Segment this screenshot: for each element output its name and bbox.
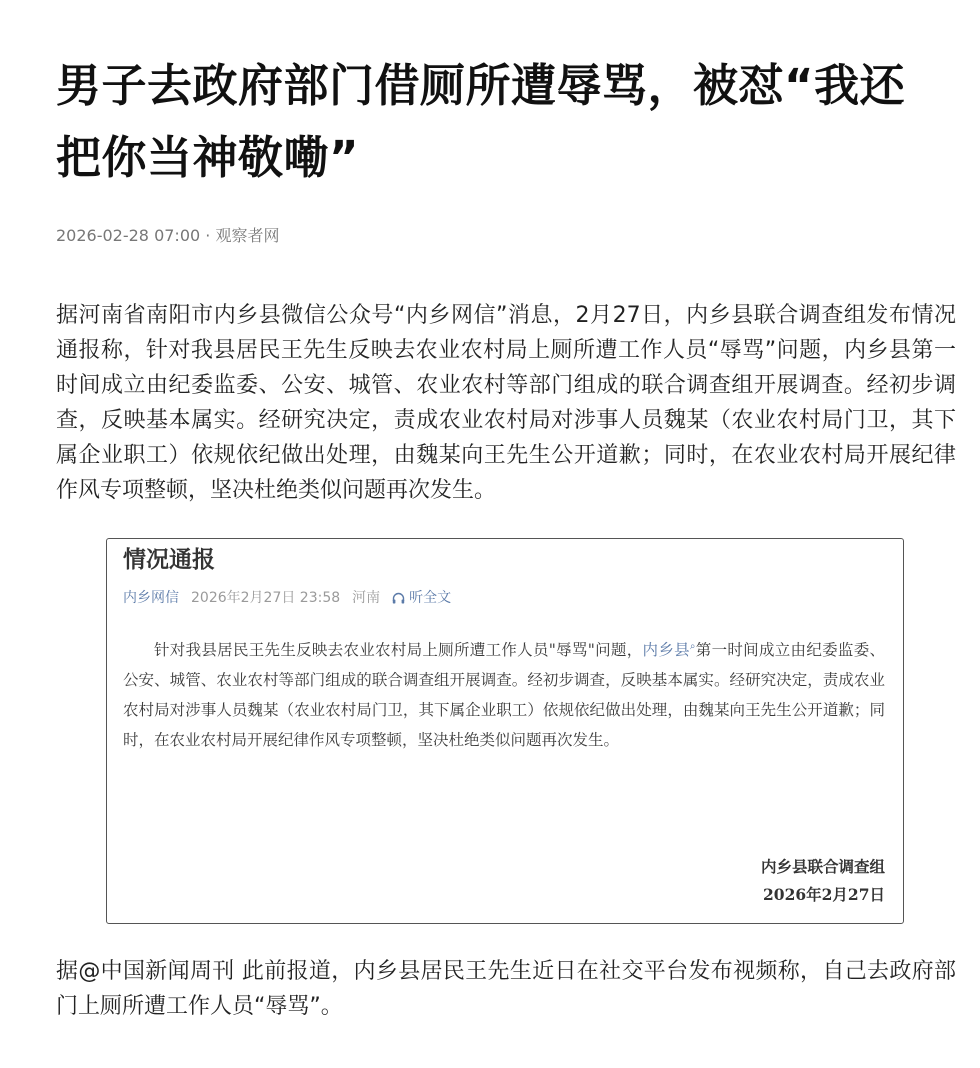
notice-signer: 内乡县联合调查组: [760, 857, 885, 876]
notice-body: [123, 635, 885, 755]
listen-label: 听全文: [409, 590, 452, 606]
notice-body-part-2: 第一时间成立由纪委监委、公安、城管、农业农村等部门组成的联合调查组开展调查。经初步调查，反映基本属实。经研究决定，责成农业农村局对涉事人员魏某（农业农村局门卫，其下属企业职工）依规依纪做出处理，由魏某向王先生公开道歉；同时，在农业农村局开展纪律作风专项整顿，坚决杜绝类似问题再次发生。: [123, 641, 885, 749]
notice-meta: [123, 587, 885, 609]
notice-body-link[interactable]: 内乡县: [642, 641, 690, 659]
article-title: 男子去政府部门借厕所遭辱骂，被怼“我还把你当神敬嘞”: [56, 59, 906, 184]
notice-screenshot: [106, 538, 904, 924]
search-icon[interactable]: ⌕: [689, 640, 696, 652]
listen-button[interactable]: [392, 587, 451, 609]
article-meta: 2026-02-28 07:00 · 观察者网: [56, 226, 280, 245]
notice-sign-date: 2026年2月27日: [763, 885, 885, 904]
article-paragraph-2: 据@中国新闻周刊 此前报道，内乡县居民王先生近日在社交平台发布视频称，自己去政府部门上厕所遭工作人员“辱骂”。: [56, 959, 956, 1019]
notice-body-part-1: 针对我县居民王先生反映去农业农村局上厕所遭工作人员"辱骂"问题，: [154, 641, 643, 659]
article-paragraph-1: 据河南省南阳市内乡县微信公众号“内乡网信”消息，2月27日，内乡县联合调查组发布情况通报称，针对我县居民王先生反映去农业农村局上厕所遭工作人员“辱骂”问题，内乡县第一时间成立由纪委监委、公安、城管、农业农村等部门组成的联合调查组开展调查。经初步调查，反映基本属实。经研究决定，责成农业农村局对涉事人员魏某（农业农村局门卫，其下属企业职工）依规依纪做出处理，由魏某向王先生公开道歉；同时，在农业农村局开展纪律作风专项整顿，坚决杜绝类似问题再次发生。: [56, 303, 956, 503]
notice-datetime: 2026年2月27日 23:58: [191, 590, 341, 606]
notice-source[interactable]: 内乡网信: [123, 590, 179, 606]
notice-title: 情况通报: [123, 547, 215, 573]
notice-region: 河南: [352, 590, 381, 606]
headphone-icon: [392, 592, 405, 604]
notice-signature: [761, 853, 885, 909]
